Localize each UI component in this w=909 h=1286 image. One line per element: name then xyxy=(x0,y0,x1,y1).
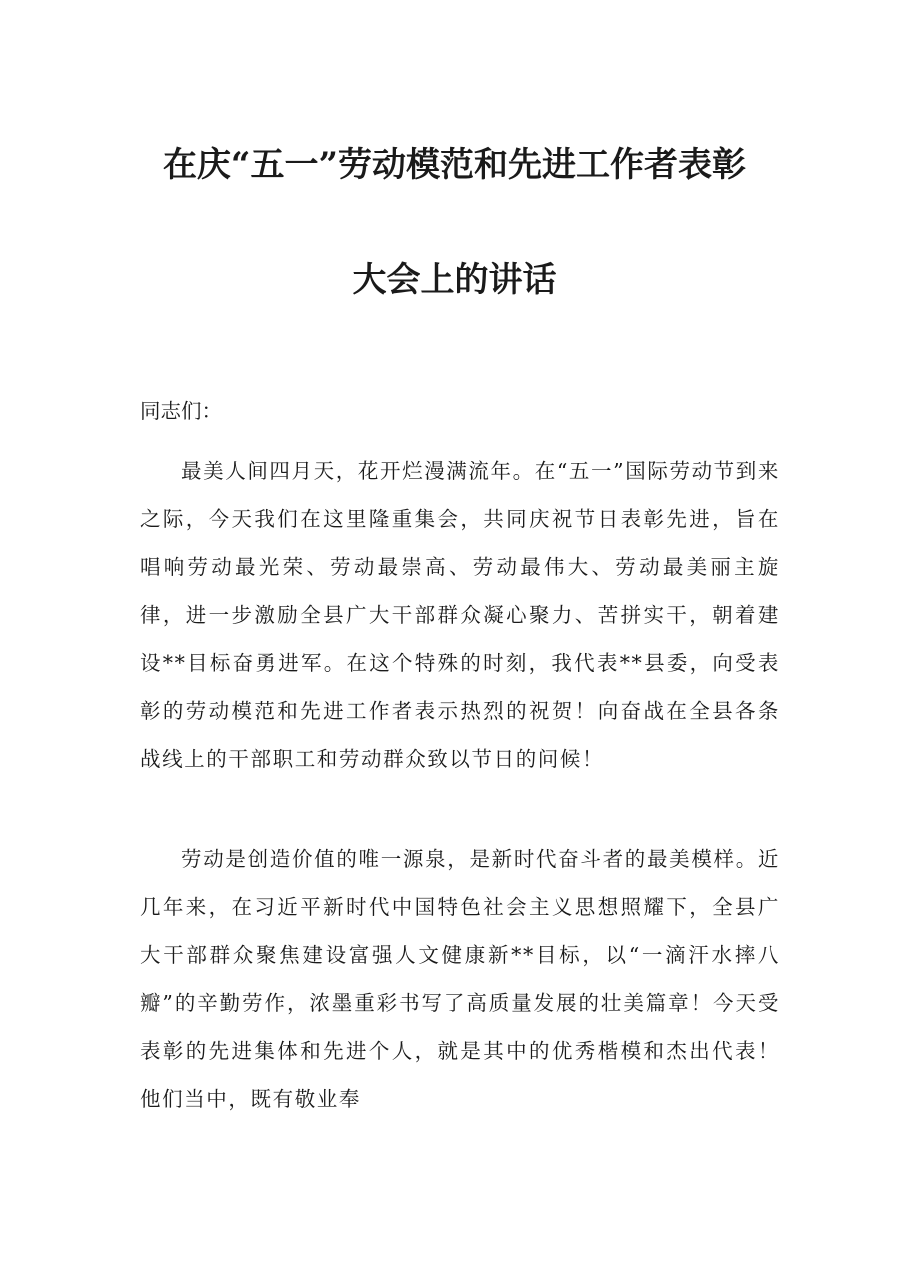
salutation: 同志们： xyxy=(140,399,222,423)
body-paragraph-1: 最美人间四月天，花开烂漫满流年。在“五一”国际劳动节到来之际，今天我们在这里隆重集会，共同庆祝节日表彰先进，旨在唱响劳动最光荣、劳动最崇高、劳动最伟大、劳动最美丽主旋律，进一步激励全县广大干部群众凝心聚力、苦拼实干，朝着建设**目标奋勇进军。在这个特殊的时刻，我代表**县委，向受表彰的劳动模范和先进工作者表示热烈的祝贺！向奋战在全县各条战线上的干部职工和劳动群众致以节日的问候！ xyxy=(140,459,780,771)
document-title-line-2: 大会上的讲话 xyxy=(352,260,557,300)
document-title-line-1: 在庆“五一”劳动模范和先进工作者表彰 xyxy=(162,145,747,185)
body-paragraph-2: 劳动是创造价值的唯一源泉，是新时代奋斗者的最美模样。近几年来，在习近平新时代中国特色社会主义思想照耀下，全县广大干部群众聚焦建设富强人文健康新**目标，以“一滴汗水摔八瓣”的辛勤劳作，浓墨重彩书写了高质量发展的壮美篇章！今天受表彰的先进集体和先进个人，就是其中的优秀楷模和杰出代表！他们当中，既有敬业奉 xyxy=(140,847,780,1111)
